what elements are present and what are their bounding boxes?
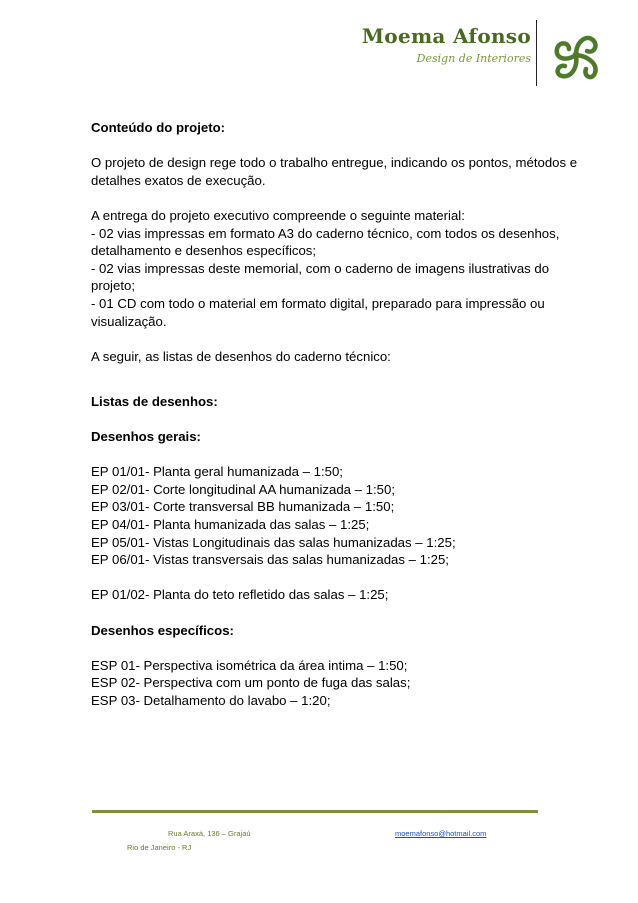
specific-drawing-item: ESP 01- Perspectiva isométrica da área intima – 1:50; bbox=[91, 657, 408, 673]
general-drawings-title: Desenhos gerais: bbox=[91, 429, 201, 445]
delivery-line: - 02 vias impressas deste memorial, com o caderno de imagens ilustrativas do bbox=[91, 260, 550, 276]
footer-rule bbox=[92, 810, 538, 813]
lists-intro: A seguir, as listas de desenhos do caderno técnico: bbox=[91, 348, 391, 364]
drawing-item: EP 01/01- Planta geral humanizada – 1:50; bbox=[91, 464, 343, 480]
drawing-item-ceiling: EP 01/02- Planta do teto refletido das salas – 1:25; bbox=[91, 587, 389, 603]
intro-line: O projeto de design rege todo o trabalho entregue, indicando os pontos, métodos e bbox=[91, 155, 578, 171]
footer-address-street: Rua Araxá, 136 – Grajaú bbox=[168, 829, 251, 838]
drawing-item: EP 05/01- Vistas Longitudinais das salas humanizadas – 1:25; bbox=[91, 534, 456, 550]
intro-line: detalhes exatos de execução. bbox=[91, 172, 266, 188]
document-body bbox=[91, 119, 578, 710]
drawing-item: EP 03/01- Corte transversal BB humanizada – 1:50; bbox=[91, 499, 395, 515]
drawing-item: EP 06/01- Vistas transversais das salas humanizadas – 1:25; bbox=[91, 552, 449, 568]
footer-address-city: Rio de Janeiro - RJ bbox=[127, 843, 192, 852]
page-header bbox=[0, 0, 638, 110]
triskele-icon bbox=[541, 20, 611, 90]
section-title: Conteúdo do projeto: bbox=[91, 120, 226, 135]
delivery-line: A entrega do projeto executivo compreende o seguinte material: bbox=[91, 207, 465, 223]
delivery-line: - 02 vias impressas em formato A3 do caderno técnico, com todos os desenhos, bbox=[91, 225, 560, 241]
brand-tagline: Design de Interiores bbox=[416, 52, 531, 65]
specific-drawing-item: ESP 03- Detalhamento do lavabo – 1:20; bbox=[91, 693, 331, 708]
specific-drawings-title: Desenhos específicos: bbox=[91, 622, 234, 638]
drawing-item: EP 02/01- Corte longitudinal AA humanizada – 1:50; bbox=[91, 481, 396, 497]
delivery-line: visualização. bbox=[91, 313, 167, 329]
delivery-line: detalhamento e desenhos específicos; bbox=[91, 243, 317, 259]
footer-email-link[interactable]: moemafonso@hotmail.com bbox=[395, 829, 487, 838]
brand-name: Moema Afonso bbox=[361, 24, 531, 48]
brand-divider bbox=[536, 20, 537, 86]
delivery-line: projeto; bbox=[91, 278, 135, 294]
lists-title: Listas de desenhos: bbox=[91, 393, 218, 409]
drawing-item: EP 04/01- Planta humanizada das salas – 1:25; bbox=[91, 517, 370, 533]
delivery-line: - 01 CD com todo o material em formato digital, preparado para impressão ou bbox=[91, 295, 545, 311]
specific-drawing-item: ESP 02- Perspectiva com um ponto de fuga das salas; bbox=[91, 675, 411, 691]
